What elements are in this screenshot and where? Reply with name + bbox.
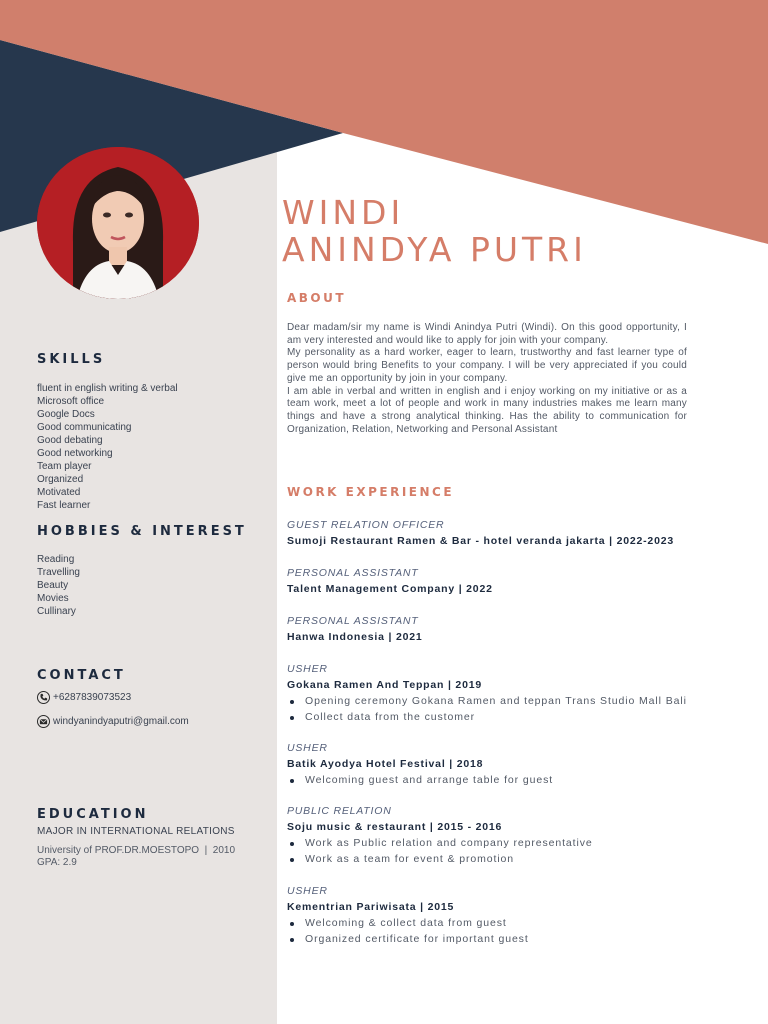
job-place: Kementrian Pariwisata | 2015	[287, 901, 455, 913]
hobby-item: Travelling	[37, 567, 80, 578]
email-row	[37, 715, 189, 728]
hobbies-title: HOBBIES & INTEREST	[37, 524, 247, 539]
job-place: Soju music & restaurant | 2015 - 2016	[287, 821, 503, 833]
hobbies-list	[37, 553, 80, 618]
hobby-item: Movies	[37, 593, 69, 604]
phone-number[interactable]: +6287839073523	[53, 692, 132, 703]
job-role: PUBLIC RELATION	[287, 805, 392, 817]
job-role: GUEST RELATION OFFICER	[287, 519, 445, 531]
skill-item: Team player	[37, 461, 92, 472]
education-major: MAJOR IN INTERNATIONAL RELATIONS	[37, 826, 235, 837]
profile-photo	[37, 147, 199, 299]
job-entry	[287, 884, 717, 947]
job-place: Hanwa Indonesia | 2021	[287, 631, 423, 643]
contact-title: CONTACT	[37, 668, 126, 683]
about-paragraph: My personality as a hard worker, eager to learn, trustworthy and fast learner type of person would bring Benefits to your company. I will be very appreciated if you could give me an opportunity by join in your company.	[287, 347, 687, 384]
hobby-item: Cullinary	[37, 606, 76, 617]
job-entry	[287, 741, 717, 788]
about-paragraph: Dear madam/sir my name is Windi Anindya Putri (Windi). On this good opportunity, I am very interested and would like to apply for join with your company.	[287, 322, 687, 346]
job-entry	[287, 662, 717, 725]
skills-list	[37, 382, 178, 512]
skill-item: Organized	[37, 474, 84, 485]
job-bullet: Welcoming & collect data from guest	[287, 915, 717, 931]
education-title: EDUCATION	[37, 807, 149, 822]
education-gpa: GPA: 2.9	[37, 856, 77, 868]
job-entry	[287, 518, 717, 549]
job-place: Talent Management Company | 2022	[287, 583, 493, 595]
skill-item: Motivated	[37, 487, 81, 498]
candidate-name	[282, 194, 587, 268]
job-bullet: Work as a team for event & promotion	[287, 851, 717, 867]
skill-item: fluent in english writing & verbal	[37, 383, 178, 394]
hobby-item: Beauty	[37, 580, 69, 591]
job-bullet: Collect data from the customer	[287, 709, 717, 725]
job-entry	[287, 614, 717, 645]
skill-item: Good networking	[37, 448, 113, 459]
job-entry	[287, 804, 717, 867]
skills-title: SKILLS	[37, 352, 106, 367]
skill-item: Microsoft office	[37, 396, 105, 407]
job-bullet: Work as Public relation and company representative	[287, 835, 717, 851]
hobby-item: Reading	[37, 554, 75, 565]
job-place: Gokana Ramen And Teppan | 2019	[287, 679, 482, 691]
email-address[interactable]: windyanindyaputri@gmail.com	[53, 716, 189, 727]
skill-item: Google Docs	[37, 409, 95, 420]
job-role: PERSONAL ASSISTANT	[287, 615, 419, 627]
email-icon	[37, 715, 50, 728]
skill-item: Fast learner	[37, 500, 91, 511]
skill-item: Good communicating	[37, 422, 132, 433]
job-role: USHER	[287, 885, 328, 897]
phone-icon	[37, 691, 50, 704]
phone-row	[37, 691, 131, 704]
about-title: ABOUT	[287, 291, 347, 305]
about-paragraph: I am able in verbal and written in english and i enjoy working on my initiative or as a team work, meet a lot of people and work in many industries makes me learn many things and have a strong analytical thinking. Has the ability to communication for Organization, Relation, Networking and Personal Assistant	[287, 385, 687, 435]
job-role: PERSONAL ASSISTANT	[287, 567, 419, 579]
skill-item: Good debating	[37, 435, 103, 446]
job-place: Sumoji Restaurant Ramen & Bar - hotel veranda jakarta | 2022-2023	[287, 535, 674, 547]
name-first: WINDI	[282, 193, 405, 232]
job-bullet: Welcoming guest and arrange table for guest	[287, 772, 717, 788]
about-text	[287, 322, 687, 436]
name-last: ANINDYA PUTRI	[282, 230, 587, 269]
job-role: USHER	[287, 663, 328, 675]
job-role: USHER	[287, 742, 328, 754]
education-school: University of PROF.DR.MOESTOPO | 2010	[37, 845, 236, 856]
education-detail	[37, 845, 235, 868]
work-title: WORK EXPERIENCE	[287, 485, 455, 499]
job-place: Batik Ayodya Hotel Festival | 2018	[287, 758, 484, 770]
job-bullet: Organized certificate for important guest	[287, 931, 717, 947]
job-bullet: Opening ceremony Gokana Ramen and teppan Trans Studio Mall Bali	[287, 693, 717, 709]
job-entry	[287, 566, 717, 597]
